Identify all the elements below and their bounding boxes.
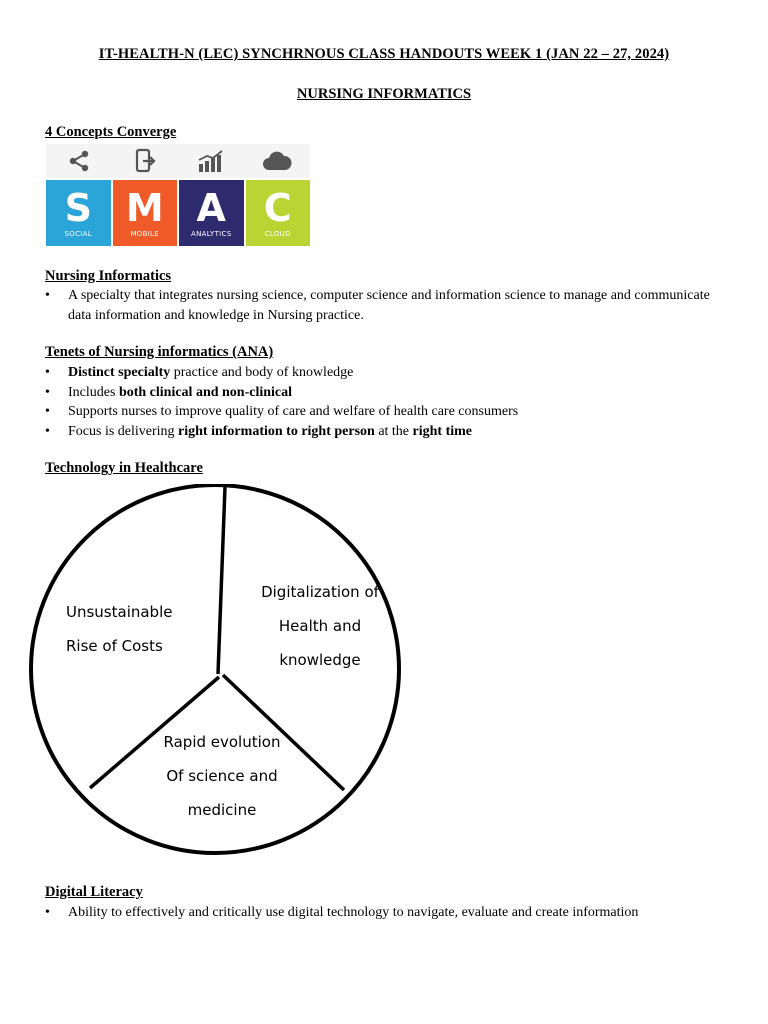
tenets-title: Tenets of Nursing informatics (ANA) bbox=[45, 344, 274, 360]
digital-literacy-title: Digital Literacy bbox=[45, 884, 143, 900]
analytics-chart-icon bbox=[178, 144, 244, 178]
digital-literacy-list bbox=[45, 903, 735, 923]
list-item: • Distinct specialty practice and body of knowledge bbox=[45, 365, 354, 380]
smac-tile-social bbox=[46, 180, 111, 246]
segment-label: Of science and bbox=[166, 767, 278, 785]
tenets-list bbox=[45, 363, 735, 441]
tile-word: CLOUD bbox=[264, 230, 291, 238]
bold-text: right time bbox=[412, 423, 473, 439]
smac-tile-mobile bbox=[113, 180, 178, 246]
text: practice and body of knowledge bbox=[170, 365, 354, 380]
tile-word: ANALYTICS bbox=[191, 230, 232, 238]
segment-label: knowledge bbox=[279, 651, 361, 669]
list-item: • Focus is delivering right information to right person at the right time bbox=[45, 423, 473, 439]
list-item: • Supports nurses to improve quality of care and welfare of health care consumers bbox=[45, 404, 519, 419]
list-item: • Ability to effectively and critically use digital technology to navigate, evaluate and create information bbox=[45, 905, 639, 920]
concepts-section-title: 4 Concepts Converge bbox=[45, 124, 177, 140]
segment-label: Health and bbox=[278, 617, 362, 635]
share-icon bbox=[46, 144, 112, 178]
tile-letter: M bbox=[125, 186, 164, 230]
tile-letter: S bbox=[64, 186, 92, 230]
cloud-icon bbox=[244, 144, 310, 178]
text: Focus is delivering bbox=[68, 423, 179, 439]
text: Includes bbox=[68, 384, 119, 400]
smac-tiles bbox=[46, 180, 310, 246]
nursing-informatics-list bbox=[45, 286, 735, 325]
smac-tile-cloud bbox=[246, 180, 311, 246]
bold-text: Distinct specialty bbox=[68, 365, 171, 380]
technology-circle-diagram bbox=[28, 484, 408, 856]
tile-letter: C bbox=[263, 186, 292, 230]
tile-word: SOCIAL bbox=[64, 230, 92, 238]
text: Supports nurses to improve quality of care and welfare of health care consumers bbox=[68, 404, 519, 419]
bold-text: right information to right person bbox=[178, 423, 375, 439]
smac-icon-row bbox=[46, 144, 310, 178]
diagram-circle bbox=[31, 485, 399, 853]
text: at the bbox=[374, 423, 413, 439]
segment-label: Unsustainable bbox=[66, 603, 173, 621]
document-title: IT-HEALTH-N (LEC) SYNCHRNOUS CLASS HANDOUTS WEEK 1 (JAN 22 – 27, 2024) bbox=[98, 46, 670, 62]
bold-text: both clinical and non-clinical bbox=[118, 384, 293, 400]
nursing-informatics-title: Nursing Informatics bbox=[45, 268, 172, 284]
mobile-icon bbox=[112, 144, 178, 178]
tile-letter: A bbox=[196, 186, 226, 230]
segment-label: medicine bbox=[187, 801, 257, 819]
segment-label: Rise of Costs bbox=[66, 637, 163, 655]
tile-word: MOBILE bbox=[130, 230, 160, 238]
smac-graphic bbox=[46, 144, 310, 248]
document-subtitle: NURSING INFORMATICS bbox=[296, 86, 472, 102]
segment-label: Rapid evolution bbox=[163, 733, 281, 751]
list-item: • A specialty that integrates nursing science, computer science and information science to manage and communicate data information and knowledge in Nursing practice. bbox=[45, 288, 710, 323]
smac-tile-analytics bbox=[179, 180, 244, 246]
list-item: • Includes both clinical and non-clinical bbox=[45, 384, 293, 400]
technology-title: Technology in Healthcare bbox=[45, 460, 203, 476]
segment-label: Digitalization of bbox=[261, 583, 379, 601]
